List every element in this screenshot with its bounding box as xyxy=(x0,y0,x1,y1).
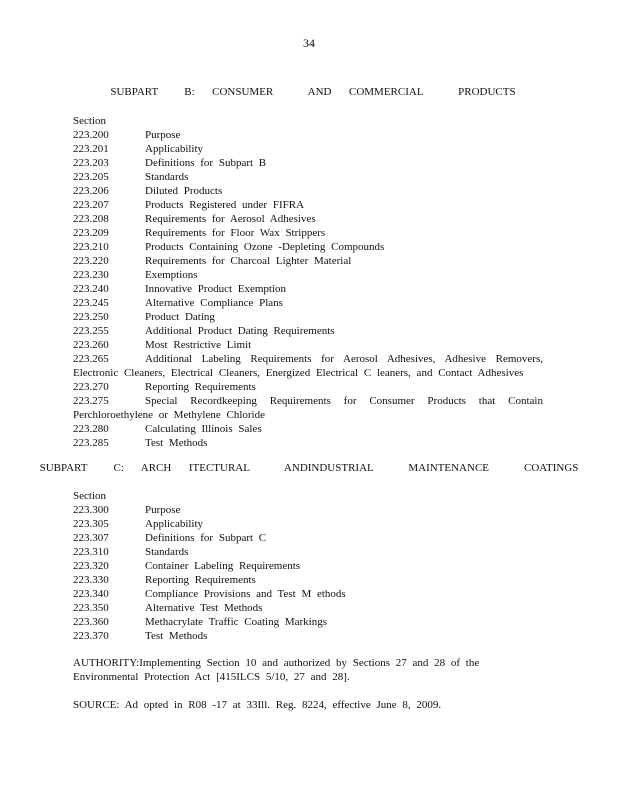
subpart-c-heading: SUBPART C: ARCH ITECTURAL ANDINDUSTRIAL MAINTENANCE COATINGS xyxy=(39,462,579,474)
section-number: 223.310 xyxy=(73,546,109,558)
section-title: Compliance Provisions and Test M ethods xyxy=(145,588,346,600)
section-title: Standards xyxy=(145,546,189,558)
section-number: 223.370 xyxy=(73,630,109,642)
list-item xyxy=(73,254,543,268)
section-number: 223.200 xyxy=(73,129,109,141)
section-title: Requirements for Charcoal Lighter Material xyxy=(145,255,352,267)
section-number: 223.280 xyxy=(73,423,109,435)
section-title: Definitions for Subpart B xyxy=(145,157,267,169)
section-title: Reporting Requirements xyxy=(145,574,256,586)
section-title: Product Dating xyxy=(145,311,215,323)
subpart-b-section-list xyxy=(73,114,543,450)
list-item xyxy=(73,436,543,450)
section-title: Innovative Product Exemption xyxy=(145,283,287,295)
list-item xyxy=(73,352,543,380)
section-title: Additional Product Dating Requirements xyxy=(145,325,335,337)
list-item xyxy=(73,268,543,282)
section-title: Methacrylate Traffic Coating Markings xyxy=(145,616,328,628)
section-number: 223.270 xyxy=(73,381,109,393)
list-item xyxy=(73,184,543,198)
section-number: 223.201 xyxy=(73,143,109,155)
section-title: Standards xyxy=(145,171,189,183)
section-number: 223.230 xyxy=(73,269,109,281)
section-number: 223.207 xyxy=(73,199,109,211)
section-number: 223.320 xyxy=(73,560,109,572)
list-item xyxy=(73,212,543,226)
section-number: 223.330 xyxy=(73,574,109,586)
section-number: 223.260 xyxy=(73,339,109,351)
list-item xyxy=(73,517,543,531)
list-item xyxy=(73,545,543,559)
list-item xyxy=(73,282,543,296)
section-number: 223.220 xyxy=(73,255,109,267)
list-item xyxy=(73,394,543,422)
list-item xyxy=(73,422,543,436)
section-number: 223.240 xyxy=(73,283,109,295)
subpart-b-heading: SUBPART B: CONSUMER AND COMMERCIAL PRODUCTS xyxy=(110,86,516,98)
list-item xyxy=(73,142,543,156)
list-item xyxy=(73,559,543,573)
section-number: 223.255 xyxy=(73,325,109,337)
section-number: 223.245 xyxy=(73,297,109,309)
section-number: 223.340 xyxy=(73,588,109,600)
list-item xyxy=(73,310,543,324)
list-item xyxy=(73,380,543,394)
source-note: SOURCE: Ad opted in R08 -17 at 33Ill. Reg. 8224, effective June 8, 2009. xyxy=(73,699,442,711)
section-title: Products Registered under FIFRA xyxy=(145,199,305,211)
section-title: Container Labeling Requirements xyxy=(145,560,301,572)
section-number: 223.305 xyxy=(73,518,109,530)
section-number: 223.209 xyxy=(73,227,109,239)
section-label: Section xyxy=(73,490,106,502)
section-number: 223.265 xyxy=(73,353,109,365)
section-title: Alternative Test Methods xyxy=(145,602,263,614)
section-title: Requirements for Floor Wax Strippers xyxy=(145,227,326,239)
section-number: 223.300 xyxy=(73,504,109,516)
list-item xyxy=(73,573,543,587)
list-item xyxy=(73,156,543,170)
section-number: 223.205 xyxy=(73,171,109,183)
list-item xyxy=(73,296,543,310)
section-number: 223.350 xyxy=(73,602,109,614)
section-title: Special Recordkeeping Requirements for Consumer Products that Contain Perchloroethylene or Methylene Chloride xyxy=(73,395,543,421)
section-title: Diluted Products xyxy=(145,185,223,197)
section-number: 223.275 xyxy=(73,395,109,407)
section-title: Most Restrictive Limit xyxy=(145,339,252,351)
section-title: Definitions for Subpart C xyxy=(145,532,267,544)
list-item xyxy=(73,170,543,184)
list-item xyxy=(73,503,543,517)
section-title: Reporting Requirements xyxy=(145,381,256,393)
section-title: Requirements for Aerosol Adhesives xyxy=(145,213,316,225)
section-title: Applicability xyxy=(145,143,204,155)
list-item xyxy=(73,587,543,601)
section-number: 223.208 xyxy=(73,213,109,225)
list-item xyxy=(73,338,543,352)
section-number: 223.360 xyxy=(73,616,109,628)
section-title: Purpose xyxy=(145,129,181,141)
section-number: 223.210 xyxy=(73,241,109,253)
section-title: Additional Labeling Requirements for Aerosol Adhesives, Adhesive Removers, Electronic Cleaners, Electrical Cleaners, Energized Electrical C leaners, and Contact Adhesives xyxy=(73,353,543,379)
list-item xyxy=(73,198,543,212)
list-item xyxy=(73,128,543,142)
page-number: 34 xyxy=(303,36,315,50)
list-item xyxy=(73,601,543,615)
section-number: 223.206 xyxy=(73,185,109,197)
section-title: Test Methods xyxy=(145,630,208,642)
section-title: Applicability xyxy=(145,518,204,530)
section-title: Test Methods xyxy=(145,437,208,449)
list-item xyxy=(73,615,543,629)
section-number: 223.203 xyxy=(73,157,109,169)
section-title: Products Containing Ozone -Depleting Compounds xyxy=(145,241,385,253)
subpart-c-section-list xyxy=(73,489,543,643)
section-title: Alternative Compliance Plans xyxy=(145,297,283,309)
list-item xyxy=(73,531,543,545)
section-number: 223.250 xyxy=(73,311,109,323)
list-item xyxy=(73,324,543,338)
section-number: 223.285 xyxy=(73,437,109,449)
section-title: Exemptions xyxy=(145,269,198,281)
section-title: Purpose xyxy=(145,504,181,516)
authority-note: AUTHORITY:Implementing Section 10 and authorized by Sections 27 and 28 of the Environmental Protection Act [415ILCS 5/10, 27 and 28]. xyxy=(73,657,480,683)
section-title: Calculating Illinois Sales xyxy=(145,423,262,435)
section-label: Section xyxy=(73,115,106,127)
section-number: 223.307 xyxy=(73,532,109,544)
list-item xyxy=(73,240,543,254)
list-item xyxy=(73,226,543,240)
list-item xyxy=(73,629,543,643)
